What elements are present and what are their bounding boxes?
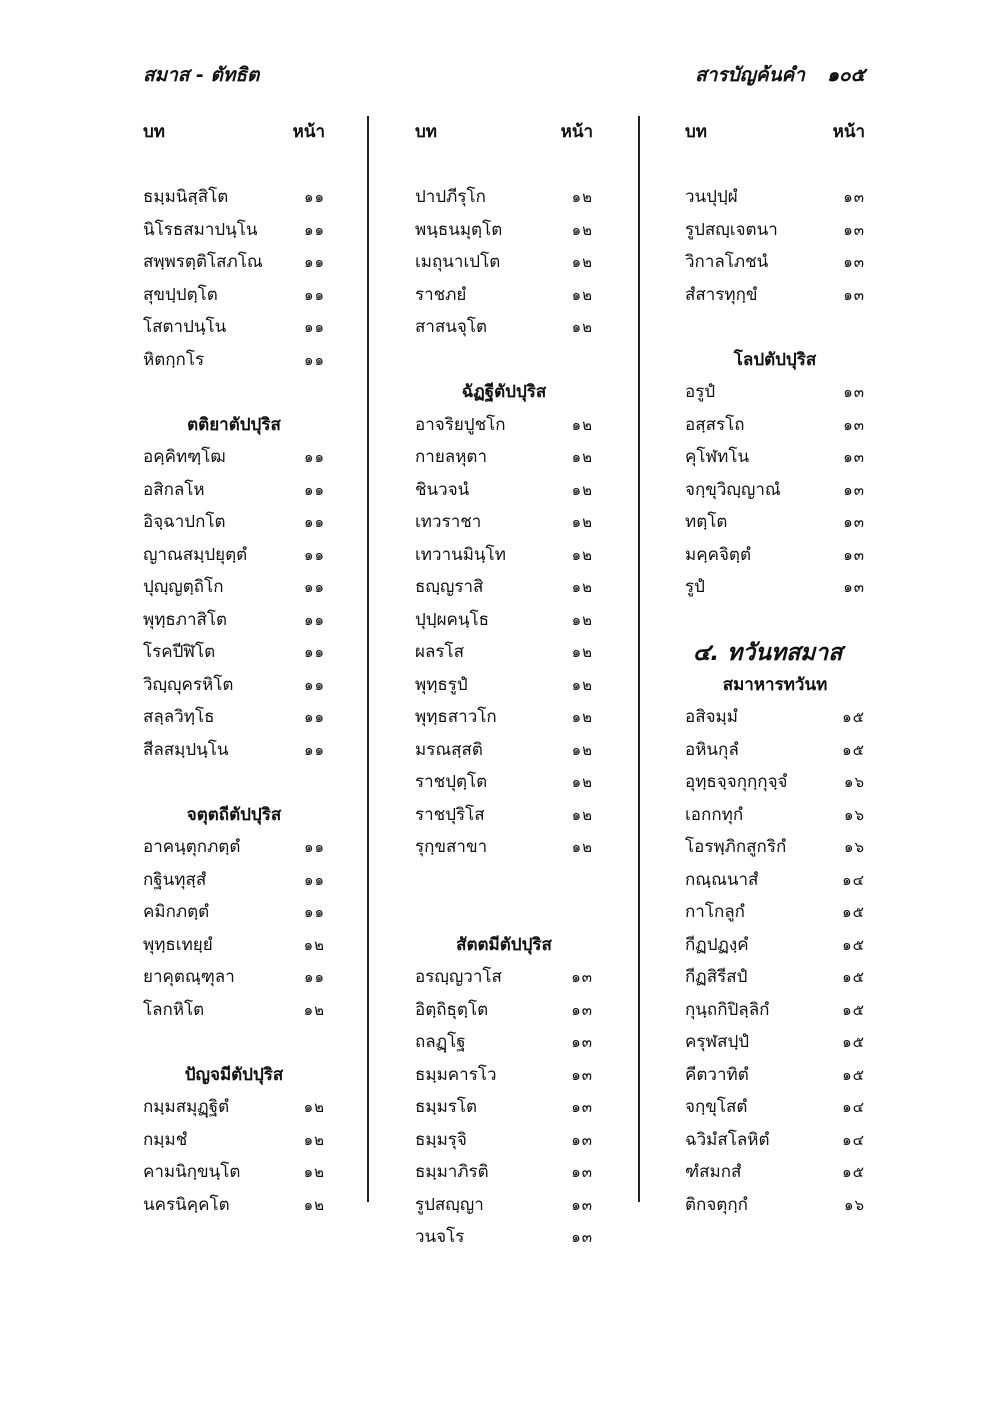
entry-word: กุนฺถกิปิลฺลิกํ	[685, 999, 770, 1020]
index-entry	[685, 929, 865, 962]
entry-page: ๑๒	[571, 480, 593, 499]
entry-word: คมิกภตฺตํ	[143, 902, 210, 922]
entry-page: ๑๑	[303, 968, 325, 986]
entry-page: ๑๕	[842, 903, 865, 921]
entry-page: ๑๑	[303, 253, 325, 271]
entry-word: ราชปุริโส	[415, 804, 485, 825]
index-entry	[685, 246, 865, 279]
index-entry	[143, 734, 325, 767]
entry-page: ๑๑	[303, 708, 325, 726]
index-entry	[415, 766, 593, 799]
entry-page: ๑๒	[571, 545, 593, 564]
index-entry	[415, 604, 593, 637]
section-heading: โลปตัปปุริส	[733, 349, 817, 370]
entry-page: ๑๑	[303, 578, 325, 596]
entry-word: วิกาลโภชนํ	[685, 252, 769, 272]
running-header-section: สมาส - ตัทธิต	[143, 64, 260, 86]
entry-word: รูปสญฺเจตนา	[685, 219, 778, 240]
index-entry	[143, 896, 325, 929]
index-entry	[685, 506, 865, 539]
entry-word: รุกฺขสาขา	[415, 837, 488, 857]
entry-page: ๑๓	[571, 1228, 593, 1246]
index-entry	[415, 506, 593, 539]
index-entry	[415, 1091, 593, 1124]
entry-page: ๑๕	[842, 708, 865, 726]
entry-page: ๑๕	[842, 740, 865, 759]
index-column-3	[685, 116, 865, 1221]
section-heading: ฉัฏฐีตัปปุริส	[461, 382, 547, 402]
index-entry	[143, 1124, 325, 1157]
entry-page: ๑๒	[571, 610, 593, 629]
entry-word: พนฺธนมุตฺโต	[415, 219, 503, 240]
index-entry	[685, 1156, 865, 1189]
entry-word: กณฺณนาสํ	[685, 869, 759, 890]
index-entry	[143, 1091, 325, 1124]
index-entry	[143, 1189, 325, 1222]
entry-word: หิตกฺกโร	[143, 349, 205, 370]
index-entry	[143, 701, 325, 734]
entry-word: ฉวิมํสโลหิตํ	[685, 1129, 770, 1150]
entry-word: ราชภยํ	[415, 284, 467, 305]
entry-page: ๑๒	[571, 578, 593, 596]
entry-word: วนจโร	[415, 1227, 465, 1247]
section-heading: สมาหารทวันท	[722, 674, 828, 695]
index-entry	[685, 766, 865, 799]
entry-page: ๑๑	[303, 220, 325, 239]
entry-page: ๑๓	[843, 415, 865, 434]
entry-word: สํสารทุกฺขํ	[685, 284, 758, 305]
entry-word: โอรพฺภิกสูกริกํ	[685, 837, 787, 857]
index-entry	[415, 669, 593, 702]
entry-page: ๑๒	[303, 1195, 325, 1214]
entry-word: รูปสญฺญา	[415, 1194, 484, 1215]
entry-page: ๑๒	[571, 448, 593, 466]
entry-word: รูปํ	[685, 577, 705, 597]
entry-word: มคฺคจิตฺตํ	[685, 544, 751, 565]
entry-page: ๑๒	[571, 740, 593, 759]
entry-word: ครุฬสปฺปํ	[685, 1032, 750, 1052]
entry-page: ๑๕	[842, 935, 865, 954]
index-entry	[685, 799, 865, 832]
entry-page: ๑๓	[843, 253, 865, 271]
index-entry	[685, 279, 865, 312]
index-entry	[685, 831, 865, 864]
running-header	[143, 60, 865, 94]
entry-word: โสตาปนฺโน	[143, 317, 227, 337]
entry-page: ๑๓	[843, 448, 865, 466]
entry-page: ๑๑	[303, 513, 325, 531]
index-entry	[415, 214, 593, 247]
spacer	[143, 376, 325, 409]
index-entry	[143, 1156, 325, 1189]
entry-word: พุทฺธรูปํ	[415, 674, 468, 695]
index-entry	[685, 1026, 865, 1059]
entry-word: ถลฏฺโฐ	[415, 1032, 466, 1052]
entry-word: อสิจมฺมํ	[685, 707, 738, 727]
entry-page: ๑๑	[303, 870, 325, 889]
entry-page: ๑๒	[571, 220, 593, 239]
entry-page: ๑๑	[303, 318, 325, 336]
entry-page: ๑๓	[843, 480, 865, 499]
index-entry	[415, 1189, 593, 1222]
entries-list	[685, 181, 865, 1221]
index-entry	[415, 246, 593, 279]
entry-page: ๑๒	[571, 415, 593, 434]
index-entry	[685, 214, 865, 247]
entry-page: ๑๒	[303, 935, 325, 954]
index-entry	[415, 636, 593, 669]
index-entry	[415, 799, 593, 832]
entry-word: ธมฺมรุจิ	[415, 1129, 467, 1150]
index-entry	[143, 994, 325, 1027]
index-entry	[143, 181, 325, 214]
running-header-title: สารบัญค้นคำ	[695, 64, 805, 86]
index-entry	[143, 279, 325, 312]
entry-word: เทวานมินฺโท	[415, 544, 506, 565]
entry-page: ๑๕	[842, 1163, 865, 1181]
entry-page: ๑๒	[571, 805, 593, 824]
entry-word: มรณสฺสติ	[415, 739, 483, 760]
entry-page: ๑๒	[303, 1000, 325, 1019]
entry-word: ธมฺมาภิรติ	[415, 1162, 489, 1182]
entry-page: ๑๒	[571, 513, 593, 531]
entry-page: ๑๒	[571, 188, 593, 206]
index-entry	[143, 636, 325, 669]
section-heading: จตุตถีตัปปุริส	[186, 804, 282, 825]
entry-page: ๑๓	[571, 1000, 593, 1019]
column-header-word: บท	[685, 122, 707, 142]
spacer	[415, 864, 593, 897]
entries-list	[143, 181, 325, 1221]
column-header	[415, 116, 593, 149]
index-entry	[415, 831, 593, 864]
running-header-title-group	[695, 60, 865, 90]
index-entry	[143, 864, 325, 897]
entry-page: ๑๖	[843, 773, 865, 791]
entry-word: อาคนฺตุกภตฺตํ	[143, 837, 241, 857]
index-column-2	[415, 116, 593, 1254]
index-entry	[143, 961, 325, 994]
index-entry	[415, 571, 593, 604]
entry-word: กายลหุตา	[415, 447, 488, 467]
index-entry	[415, 1059, 593, 1092]
entry-word: จกฺขุโสตํ	[685, 1097, 748, 1117]
index-entry	[415, 961, 593, 994]
index-entry	[415, 279, 593, 312]
entry-word: กมฺมสมุฏฺฐิตํ	[143, 1097, 230, 1117]
entry-page: ๑๒	[303, 1098, 325, 1116]
entry-page: ๑๒	[571, 838, 593, 856]
spacer	[685, 149, 865, 182]
entry-page: ๑๓	[571, 1195, 593, 1214]
entry-page: ๑๓	[843, 220, 865, 239]
entry-page: ๑๒	[571, 253, 593, 271]
entry-word: สลฺลวิทฺโธ	[143, 707, 215, 727]
entry-word: วิญฺญุครหิโต	[143, 674, 234, 695]
entry-word: อสฺสรโถ	[685, 414, 745, 435]
entry-word: กมฺมชํ	[143, 1129, 188, 1150]
entry-word: ปุปฺผคนฺโธ	[415, 609, 490, 630]
entry-word: อคฺคิทฑฺโฒ	[143, 447, 226, 467]
entry-word: โรคปีฬิโต	[143, 642, 216, 662]
entry-word: อรูปํ	[685, 382, 716, 402]
index-entry	[685, 994, 865, 1027]
entry-word: นิโรธสมาปนฺโน	[143, 219, 258, 240]
index-entry	[415, 701, 593, 734]
index-entry	[143, 506, 325, 539]
entry-page: ๑๑	[303, 350, 325, 369]
entry-page: ๑๑	[303, 675, 325, 694]
entry-word: นครนิคฺคโต	[143, 1194, 230, 1215]
entry-word: ผลรโส	[415, 642, 465, 662]
entry-word: ธมฺมคารโว	[415, 1064, 497, 1085]
entry-page: ๑๓	[843, 578, 865, 596]
entry-word: ปุญฺญตฺถิโก	[143, 577, 224, 597]
entry-word: คุโฬทโน	[685, 447, 750, 467]
entry-word: สุขปฺปตฺโต	[143, 284, 218, 305]
index-entry	[143, 441, 325, 474]
column-header-page: หน้า	[832, 122, 865, 142]
index-entry	[415, 539, 593, 572]
entry-word: ราชปุตฺโต	[415, 772, 488, 792]
index-entry	[415, 474, 593, 507]
index-entry	[415, 1221, 593, 1254]
entry-page: ๑๓	[843, 545, 865, 564]
column-header-page: หน้า	[292, 122, 325, 142]
entry-page: ๑๕	[842, 1033, 865, 1051]
entry-page: ๑๒	[571, 708, 593, 726]
entry-page: ๑๑	[303, 480, 325, 499]
entry-word: อิจฺฉาปกโต	[143, 512, 226, 532]
column-header-word: บท	[415, 122, 437, 142]
index-entry	[143, 669, 325, 702]
column-divider	[638, 116, 640, 1202]
entry-page: ๑๔	[842, 1130, 865, 1149]
index-entry	[685, 864, 865, 897]
entry-word: ทตฺโต	[685, 512, 728, 532]
index-entry	[415, 1124, 593, 1157]
index-entry	[143, 246, 325, 279]
entry-page: ๑๓	[571, 1098, 593, 1116]
entry-page: ๑๒	[571, 318, 593, 336]
entry-word: โลกหิโต	[143, 999, 205, 1020]
index-entry	[143, 831, 325, 864]
index-entry	[685, 1059, 865, 1092]
entry-word: เทวราชา	[415, 512, 482, 532]
section-heading: สัตตมีตัปปุริส	[456, 934, 552, 955]
index-entry	[415, 181, 593, 214]
entry-word: สพฺพรตฺติโสภโณ	[143, 252, 263, 272]
entry-page: ๑๓	[571, 1130, 593, 1149]
column-header	[143, 116, 325, 149]
entry-word: อหินกุลํ	[685, 739, 739, 760]
entry-word: ชินวจนํ	[415, 479, 470, 500]
entry-page: ๑๓	[571, 1163, 593, 1181]
entry-word: ธญฺญราสิ	[415, 577, 484, 597]
index-entry	[415, 1026, 593, 1059]
entry-page: ๑๑	[303, 740, 325, 759]
section-heading: ตติยาตัปปุริส	[187, 414, 281, 435]
index-entry	[143, 571, 325, 604]
entry-word: กาโกลูกํ	[685, 902, 745, 922]
entry-page: ๑๓	[571, 1033, 593, 1051]
entry-word: จกฺขุวิญฺญาณํ	[685, 479, 781, 500]
spacer	[685, 604, 865, 637]
entry-page: ๑๑	[303, 285, 325, 304]
entries-list	[415, 181, 593, 1254]
index-entry	[685, 181, 865, 214]
entry-page: ๑๒	[571, 285, 593, 304]
index-entry	[685, 701, 865, 734]
entry-page: ๑๒	[571, 773, 593, 791]
index-entry	[685, 896, 865, 929]
index-entry	[685, 571, 865, 604]
column-header	[685, 116, 865, 149]
chapter-heading: ๔. ทวันทสมาส	[693, 640, 843, 666]
column-header-page: หน้า	[560, 122, 593, 142]
entry-word: ธมฺมนิสฺสิโต	[143, 187, 229, 207]
entry-page: ๑๖	[843, 805, 865, 824]
spacer	[415, 149, 593, 182]
entry-page: ๑๑	[303, 188, 325, 206]
index-entry	[143, 311, 325, 344]
entry-page: ๑๑	[303, 903, 325, 921]
entry-page: ๑๕	[842, 1065, 865, 1084]
index-entry	[685, 1124, 865, 1157]
entry-word: อาจริยปูชโก	[415, 414, 506, 435]
spacer	[415, 896, 593, 929]
entry-word: เมถุนาเปโต	[415, 252, 501, 272]
spacer	[415, 344, 593, 377]
entry-word: พุทฺธสาวโก	[415, 707, 497, 727]
entry-word: กีฏสิรีสปํ	[685, 967, 748, 987]
index-entry	[143, 929, 325, 962]
index-entry	[143, 344, 325, 377]
index-entry	[685, 1091, 865, 1124]
index-entry	[685, 961, 865, 994]
entry-word: ธมฺมรโต	[415, 1097, 478, 1117]
index-entry	[415, 311, 593, 344]
entry-word: สีลสมฺปนฺโน	[143, 739, 229, 760]
index-entry	[143, 539, 325, 572]
index-entry	[685, 474, 865, 507]
spacer	[143, 149, 325, 182]
index-entry	[143, 474, 325, 507]
entry-page: ๑๓	[843, 513, 865, 531]
entry-page: ๑๓	[843, 188, 865, 206]
entry-word: ปาปภีรุโก	[415, 187, 486, 207]
index-entry	[685, 441, 865, 474]
entry-page: ๑๓	[571, 968, 593, 986]
entry-page: ๑๒	[571, 643, 593, 661]
column-divider	[367, 116, 369, 1202]
entry-word: ญาณสมฺปยุตฺตํ	[143, 544, 248, 565]
entry-word: อสิกลโห	[143, 479, 205, 500]
spacer	[143, 1026, 325, 1059]
index-entry	[143, 604, 325, 637]
entry-page: ๑๔	[842, 870, 865, 889]
entry-word: พุทฺธภาสิโต	[143, 609, 228, 630]
page-number: ๑๐๕	[826, 64, 865, 86]
entry-page: ๑๑	[303, 610, 325, 629]
entry-word: เอกกทุกํ	[685, 804, 744, 825]
index-entry	[415, 441, 593, 474]
entry-page: ๑๕	[842, 968, 865, 986]
entry-word: ติกจตุกฺกํ	[685, 1194, 748, 1215]
entry-page: ๑๖	[843, 1195, 865, 1214]
index-entry	[685, 409, 865, 442]
entry-word: คามนิกฺขนฺโต	[143, 1162, 241, 1182]
entry-page: ๑๓	[843, 383, 865, 401]
spacer	[685, 311, 865, 344]
entry-word: กีฏปฏงฺคํ	[685, 934, 749, 955]
entry-word: พุทฺธเทยฺยํ	[143, 934, 213, 955]
index-entry	[685, 1189, 865, 1222]
section-heading: ปัญจมีตัปปุริส	[184, 1064, 284, 1085]
index-entry	[685, 734, 865, 767]
entry-word: วนปุปฺผํ	[685, 187, 738, 207]
entry-page: ๑๑	[303, 448, 325, 466]
entry-page: ๑๑	[303, 838, 325, 856]
entry-page: ๑๔	[842, 1098, 865, 1116]
entry-word: ยาคุตณฺฑุลา	[143, 967, 235, 987]
entry-page: ๑๑	[303, 643, 325, 661]
entry-word: สาสนจุโต	[415, 317, 488, 337]
index-entry	[415, 1156, 593, 1189]
entry-word: ฑํสมกสํ	[685, 1162, 742, 1182]
index-entry	[415, 409, 593, 442]
entry-page: ๑๕	[842, 1000, 865, 1019]
entry-word: อุทฺธจฺจกุกฺกุจฺจํ	[685, 772, 788, 792]
entry-page: ๑๓	[843, 285, 865, 304]
entry-page: ๑๒	[571, 675, 593, 694]
column-header-word: บท	[143, 122, 165, 142]
entry-word: อิตฺถิธุตฺโต	[415, 999, 489, 1020]
entry-word: คีตวาทิตํ	[685, 1064, 749, 1085]
entry-page: ๑๒	[303, 1163, 325, 1181]
index-entry	[685, 376, 865, 409]
index-entry	[415, 734, 593, 767]
entry-page: ๑๒	[303, 1130, 325, 1149]
entry-page: ๑๑	[303, 545, 325, 564]
index-entry	[143, 214, 325, 247]
index-entry	[685, 539, 865, 572]
index-column-1	[143, 116, 325, 1221]
entry-word: อรญฺญวาโส	[415, 967, 502, 987]
spacer	[143, 766, 325, 799]
entry-page: ๑๓	[571, 1065, 593, 1084]
entry-page: ๑๖	[843, 838, 865, 856]
index-entry	[415, 994, 593, 1027]
entry-word: กฐินทุสฺสํ	[143, 869, 207, 890]
